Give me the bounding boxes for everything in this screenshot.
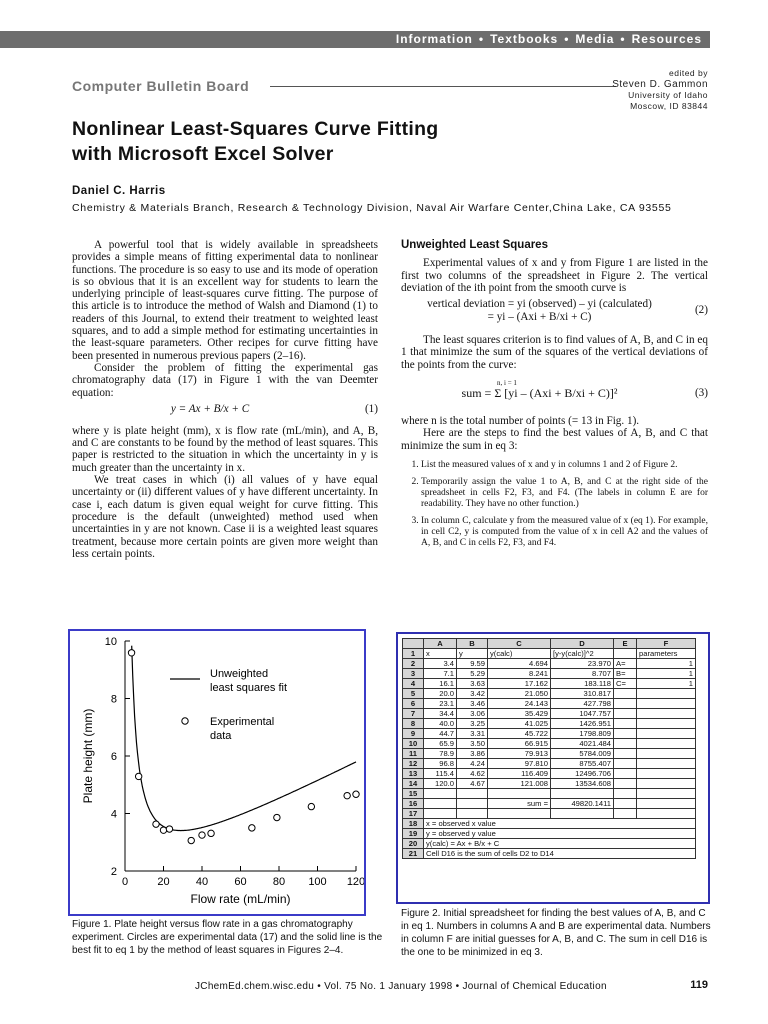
cell (637, 719, 696, 729)
cell: 310.817 (551, 689, 614, 699)
cell: x (424, 649, 457, 659)
equation-2 (401, 298, 708, 328)
data-point (128, 650, 134, 656)
cell: sum = (488, 799, 551, 809)
nav-separator: • (478, 32, 485, 46)
spreadsheet-note-row (403, 819, 696, 829)
cell (637, 799, 696, 809)
cell: 8755.407 (551, 759, 614, 769)
cell (457, 799, 488, 809)
cell: 4.694 (488, 659, 551, 669)
column-header: D (551, 639, 614, 649)
x-tick-label: 0 (121, 876, 129, 888)
cell: 4.67 (457, 779, 488, 789)
row-number: 17 (403, 809, 424, 819)
left-column (72, 239, 378, 560)
x-tick-label: 20 (157, 876, 170, 888)
cell: 3.50 (457, 739, 488, 749)
data-point (249, 825, 255, 831)
spreadsheet-row (403, 679, 696, 689)
editor-label: edited by (669, 68, 708, 78)
cell: 17.162 (488, 679, 551, 689)
spreadsheet-row (403, 669, 696, 679)
section-title: Computer Bulletin Board (72, 78, 250, 94)
equation-number: (1) (364, 402, 378, 415)
page-number: 119 (690, 979, 708, 991)
cell: 41.025 (488, 719, 551, 729)
note-cell: y(calc) = Ax + B/x + C (424, 839, 696, 849)
cell (614, 739, 637, 749)
cell (637, 809, 696, 819)
cell (614, 709, 637, 719)
equation-3 (401, 379, 708, 409)
paragraph: The least squares criterion is to find values of A, B, and C in eq 1 that minimize the sum of the squares of the vertical deviations of the points from the curve: (401, 334, 708, 371)
cell: 23.970 (551, 659, 614, 669)
spreadsheet-note-row (403, 829, 696, 839)
cell (614, 649, 637, 659)
row-number: 7 (403, 709, 424, 719)
spreadsheet-header-row (403, 639, 696, 649)
cell: 4.62 (457, 769, 488, 779)
cell (424, 799, 457, 809)
figure-2-caption: Figure 2. Initial spreadsheet for finding the best values of A, B, and C in eq 1. Numbers in columns A and B are experimental data. Numbers in column F are initial guesses for A, B, and C. The sum in cell D16 is the one to be minimized in eq 3. (401, 908, 711, 958)
cell (637, 749, 696, 759)
equation-text: y = Ax + B/x + C (170, 402, 250, 415)
cell (614, 799, 637, 809)
cell (457, 809, 488, 819)
cell: 183.118 (551, 679, 614, 689)
legend-point-label: Experimental (210, 716, 275, 728)
cell: 35.429 (488, 709, 551, 719)
cell: 3.25 (457, 719, 488, 729)
cell (614, 809, 637, 819)
editor-block (612, 68, 708, 112)
cell: 427.798 (551, 699, 614, 709)
row-number: 2 (403, 659, 424, 669)
equation-text: = yi – (Axi + B/xi + C) (487, 311, 592, 324)
data-point (160, 827, 166, 833)
column-header: B (457, 639, 488, 649)
paragraph: Here are the steps to find the best values of A, B, and C that minimize the sum in eq 3: (401, 427, 708, 452)
cell (637, 699, 696, 709)
cell: 97.810 (488, 759, 551, 769)
cell (551, 809, 614, 819)
note-cell: y = observed y value (424, 829, 696, 839)
data-point (166, 826, 172, 832)
cell: 5784.009 (551, 749, 614, 759)
row-number: 19 (403, 829, 424, 839)
cell (457, 789, 488, 799)
equation-number: (2) (694, 304, 708, 317)
cell (614, 729, 637, 739)
row-number: 13 (403, 769, 424, 779)
spreadsheet-row (403, 769, 696, 779)
cell: 120.0 (424, 779, 457, 789)
spreadsheet-row (403, 699, 696, 709)
spreadsheet-row (403, 739, 696, 749)
cell: A= (614, 659, 637, 669)
step-item: 1. List the measured values of x and y in columns 1 and 2 of Figure 2. (421, 460, 708, 471)
cell: 121.008 (488, 779, 551, 789)
cell: 12496.706 (551, 769, 614, 779)
cell (488, 809, 551, 819)
y-tick-label: 2 (110, 866, 117, 878)
spreadsheet-row (403, 649, 696, 659)
cell (488, 789, 551, 799)
data-point (353, 791, 359, 797)
cell: 1798.809 (551, 729, 614, 739)
row-number: 4 (403, 679, 424, 689)
row-number: 9 (403, 729, 424, 739)
cell (637, 759, 696, 769)
cell (637, 779, 696, 789)
cell (614, 719, 637, 729)
spreadsheet-row (403, 749, 696, 759)
cell (637, 769, 696, 779)
row-number: 3 (403, 669, 424, 679)
legend-line-label: least squares fit (210, 682, 288, 694)
figure-1-caption: Figure 1. Plate height versus flow rate in a gas chromatography experiment. Circles are experimental data (17) and the solid line is the best fit to eq 1 by the method of least squares in Figures 2–4. (72, 919, 383, 956)
cell: C= (614, 679, 637, 689)
cell: 65.9 (424, 739, 457, 749)
cell: 40.0 (424, 719, 457, 729)
data-point (188, 837, 194, 843)
paragraph: where y is plate height (mm), x is flow rate (mL/min), and A, B, and C are constants to be found by the method of least squares. This paper is restricted to the situation in which the uncertainty in y is much greater than the uncertainty in x. (72, 424, 378, 474)
editor-institution: University of Idaho (628, 90, 708, 100)
legend-line-label: Unweighted (210, 668, 269, 680)
title-line-1: Nonlinear Least-Squares Curve Fitting (72, 118, 439, 140)
cell: 20.0 (424, 689, 457, 699)
column-header: A (424, 639, 457, 649)
x-tick-label: 40 (195, 876, 209, 888)
cell (614, 769, 637, 779)
figure-2 (396, 632, 710, 904)
cell: [y-y(calc)]^2 (551, 649, 614, 659)
cell: 1047.757 (551, 709, 614, 719)
cell (614, 779, 637, 789)
cell: 16.1 (424, 679, 457, 689)
row-number: 14 (403, 779, 424, 789)
cell: 79.913 (488, 749, 551, 759)
cell: 3.46 (457, 699, 488, 709)
spreadsheet-note-row (403, 849, 696, 859)
spreadsheet-row (403, 659, 696, 669)
cell: B= (614, 669, 637, 679)
nav-resources[interactable]: Resources (631, 32, 702, 46)
spreadsheet-row (403, 799, 696, 809)
note-cell: x = observed x value (424, 819, 696, 829)
row-number: 21 (403, 849, 424, 859)
paragraph: Consider the problem of fitting the experimental gas chromatography data (17) in Figure 1 with the van Deemter equation: (72, 361, 378, 399)
affiliation: Chemistry & Materials Branch, Research & Technology Division, Naval Air Warfare Center,China Lake, CA 93555 (72, 202, 672, 214)
cell: 3.42 (457, 689, 488, 699)
equation-number: (3) (694, 387, 708, 400)
row-number: 8 (403, 719, 424, 729)
paragraph: A powerful tool that is widely available in spreadsheets provides a simple means of fitting experimental data to nonlinear functions. The procedure is so easy to use and its mode of operation is so obvious that it is an excellent way for students to learn the underlying principle of least-squares curve fitting. The purpose of this article is to introduce the method of Walsh and Diamond (1) to readers of this Journal, to extend their treatment to weighted least squares, and to add a simple method for estimating uncertainties in the least-square parameters. Other recipes for curve fitting have been presented in numerous previous papers (2–16). (72, 239, 378, 362)
spreadsheet-row (403, 709, 696, 719)
row-number: 15 (403, 789, 424, 799)
cell: 8.241 (488, 669, 551, 679)
plate-height-chart (70, 631, 364, 914)
cell: 45.722 (488, 729, 551, 739)
data-point (344, 792, 350, 798)
nav-separator: • (620, 32, 626, 46)
y-axis-label: Plate height (mm) (81, 708, 95, 804)
spreadsheet-row (403, 789, 696, 799)
cell: 1426.951 (551, 719, 614, 729)
cell (614, 749, 637, 759)
cell: 96.8 (424, 759, 457, 769)
cell: 66.915 (488, 739, 551, 749)
top-nav-bar (0, 31, 710, 48)
cell: 78.9 (424, 749, 457, 759)
cell: 24.143 (488, 699, 551, 709)
nav-textbooks[interactable]: Textbooks (490, 32, 559, 46)
title-line-2: with Microsoft Excel Solver (72, 143, 334, 165)
cell: 3.4 (424, 659, 457, 669)
cell: 3.86 (457, 749, 488, 759)
cell: 115.4 (424, 769, 457, 779)
nav-separator: • (564, 32, 570, 46)
cell: 34.4 (424, 709, 457, 719)
legend-point-label: data (210, 730, 232, 742)
footer: JChemEd.chem.wisc.edu • Vol. 75 No. 1 January 1998 • Journal of Chemical Education (195, 981, 607, 992)
cell (424, 789, 457, 799)
editor-name: Steven D. Gammon (612, 79, 708, 90)
column-header (403, 639, 424, 649)
row-number: 5 (403, 689, 424, 699)
cell: 7.1 (424, 669, 457, 679)
x-axis-label: Flow rate (mL/min) (190, 892, 291, 906)
cell (551, 789, 614, 799)
cell: 1 (637, 679, 696, 689)
row-number: 12 (403, 759, 424, 769)
data-point (308, 803, 314, 809)
legend-point-sample (182, 718, 188, 724)
cell: 21.050 (488, 689, 551, 699)
step-item: 3. In column C, calculate y from the measured value of x (eq 1). For example, in cell C2, y is computed from the value of x in cell A2 and the values of A, B, and C in cells F2, F3, and F4. (421, 516, 708, 549)
step-item: 2. Temporarily assign the value 1 to A, B, and C at the right side of the spreadsheet in cells F2, F3, and F4. (The labels in column E are for readability. They have no other function.) (421, 477, 708, 510)
sum-limits: n, i = 1 (497, 379, 517, 388)
cell: 1 (637, 659, 696, 669)
cell: 4.24 (457, 759, 488, 769)
author: Daniel C. Harris (72, 185, 166, 197)
paragraph: where n is the total number of points (= 13 in Fig. 1). (401, 415, 640, 428)
spreadsheet (402, 638, 696, 859)
paragraph: Experimental values of x and y from Figure 1 are listed in the first two columns of the spreadsheet in Figure 2. The vertical deviation of the ith point from the smooth curve is (401, 257, 708, 294)
data-point (199, 832, 205, 838)
cell (637, 789, 696, 799)
spreadsheet-row (403, 809, 696, 819)
row-number: 11 (403, 749, 424, 759)
column-header: C (488, 639, 551, 649)
cell: 8.707 (551, 669, 614, 679)
cell: 116.409 (488, 769, 551, 779)
cell (614, 689, 637, 699)
cell: parameters (637, 649, 696, 659)
equation-text: sum = Σ [yi – (Axi + B/xi + C)]² (461, 386, 618, 401)
data-point (208, 830, 214, 836)
spreadsheet-row (403, 719, 696, 729)
x-tick-label: 60 (234, 876, 247, 888)
y-tick-label: 4 (110, 808, 117, 821)
cell (424, 809, 457, 819)
data-point (153, 821, 159, 827)
cell (637, 689, 696, 699)
column-header: E (614, 639, 637, 649)
editor-city: Moscow, ID 83844 (630, 101, 708, 111)
row-number: 1 (403, 649, 424, 659)
top-nav (396, 31, 702, 48)
section-heading: Unweighted Least Squares (401, 239, 548, 251)
y-tick-label: 10 (104, 636, 117, 648)
cell: 4021.484 (551, 739, 614, 749)
row-number: 20 (403, 839, 424, 849)
column-header: F (637, 639, 696, 649)
section-rule (270, 86, 616, 87)
cell: y (457, 649, 488, 659)
cell: 3.63 (457, 679, 488, 689)
step-list (401, 460, 708, 549)
y-tick-label: 6 (110, 751, 117, 763)
row-number: 10 (403, 739, 424, 749)
equation-text: vertical deviation = yi (observed) – yi (calculated) (427, 298, 652, 311)
row-number: 18 (403, 819, 424, 829)
data-point (274, 814, 280, 820)
spreadsheet-row (403, 729, 696, 739)
cell: 5.29 (457, 669, 488, 679)
cell: 13534.608 (551, 779, 614, 789)
x-tick-label: 100 (308, 876, 327, 888)
equation-1 (72, 403, 378, 419)
cell: 23.1 (424, 699, 457, 709)
spreadsheet-row (403, 689, 696, 699)
cell: y(calc) (488, 649, 551, 659)
cell: 44.7 (424, 729, 457, 739)
cell: 49820.1411 (551, 799, 614, 809)
nav-information[interactable]: Information (395, 32, 473, 46)
x-tick-label: 80 (272, 876, 286, 888)
right-column (401, 239, 708, 555)
spreadsheet-row (403, 779, 696, 789)
data-point (135, 773, 141, 779)
y-tick-label: 8 (110, 693, 117, 706)
x-tick-label: 120 (346, 876, 364, 888)
cell (614, 789, 637, 799)
cell: 9.59 (457, 659, 488, 669)
note-cell: Cell D16 is the sum of cells D2 to D14 (424, 849, 696, 859)
cell (637, 729, 696, 739)
cell: 1 (637, 669, 696, 679)
row-number: 6 (403, 699, 424, 709)
cell (614, 699, 637, 709)
figure-1 (68, 629, 366, 916)
row-number: 16 (403, 799, 424, 809)
spreadsheet-row (403, 759, 696, 769)
cell (637, 739, 696, 749)
nav-media[interactable]: Media (575, 32, 615, 46)
cell: 3.06 (457, 709, 488, 719)
spreadsheet-note-row (403, 839, 696, 849)
cell (614, 759, 637, 769)
cell (637, 709, 696, 719)
cell: 3.31 (457, 729, 488, 739)
paragraph: We treat cases in which (i) all values of y have equal uncertainty or (ii) different values of y have different uncertainty. In case i, each datum is given equal weight for curve fitting. This procedure is the default (unweighted) method used when uncertainties in y are not known. Case ii is a weighted least squares treatment, because more certain points are given more weight than less certain points. (72, 474, 378, 560)
article-title (72, 117, 439, 167)
